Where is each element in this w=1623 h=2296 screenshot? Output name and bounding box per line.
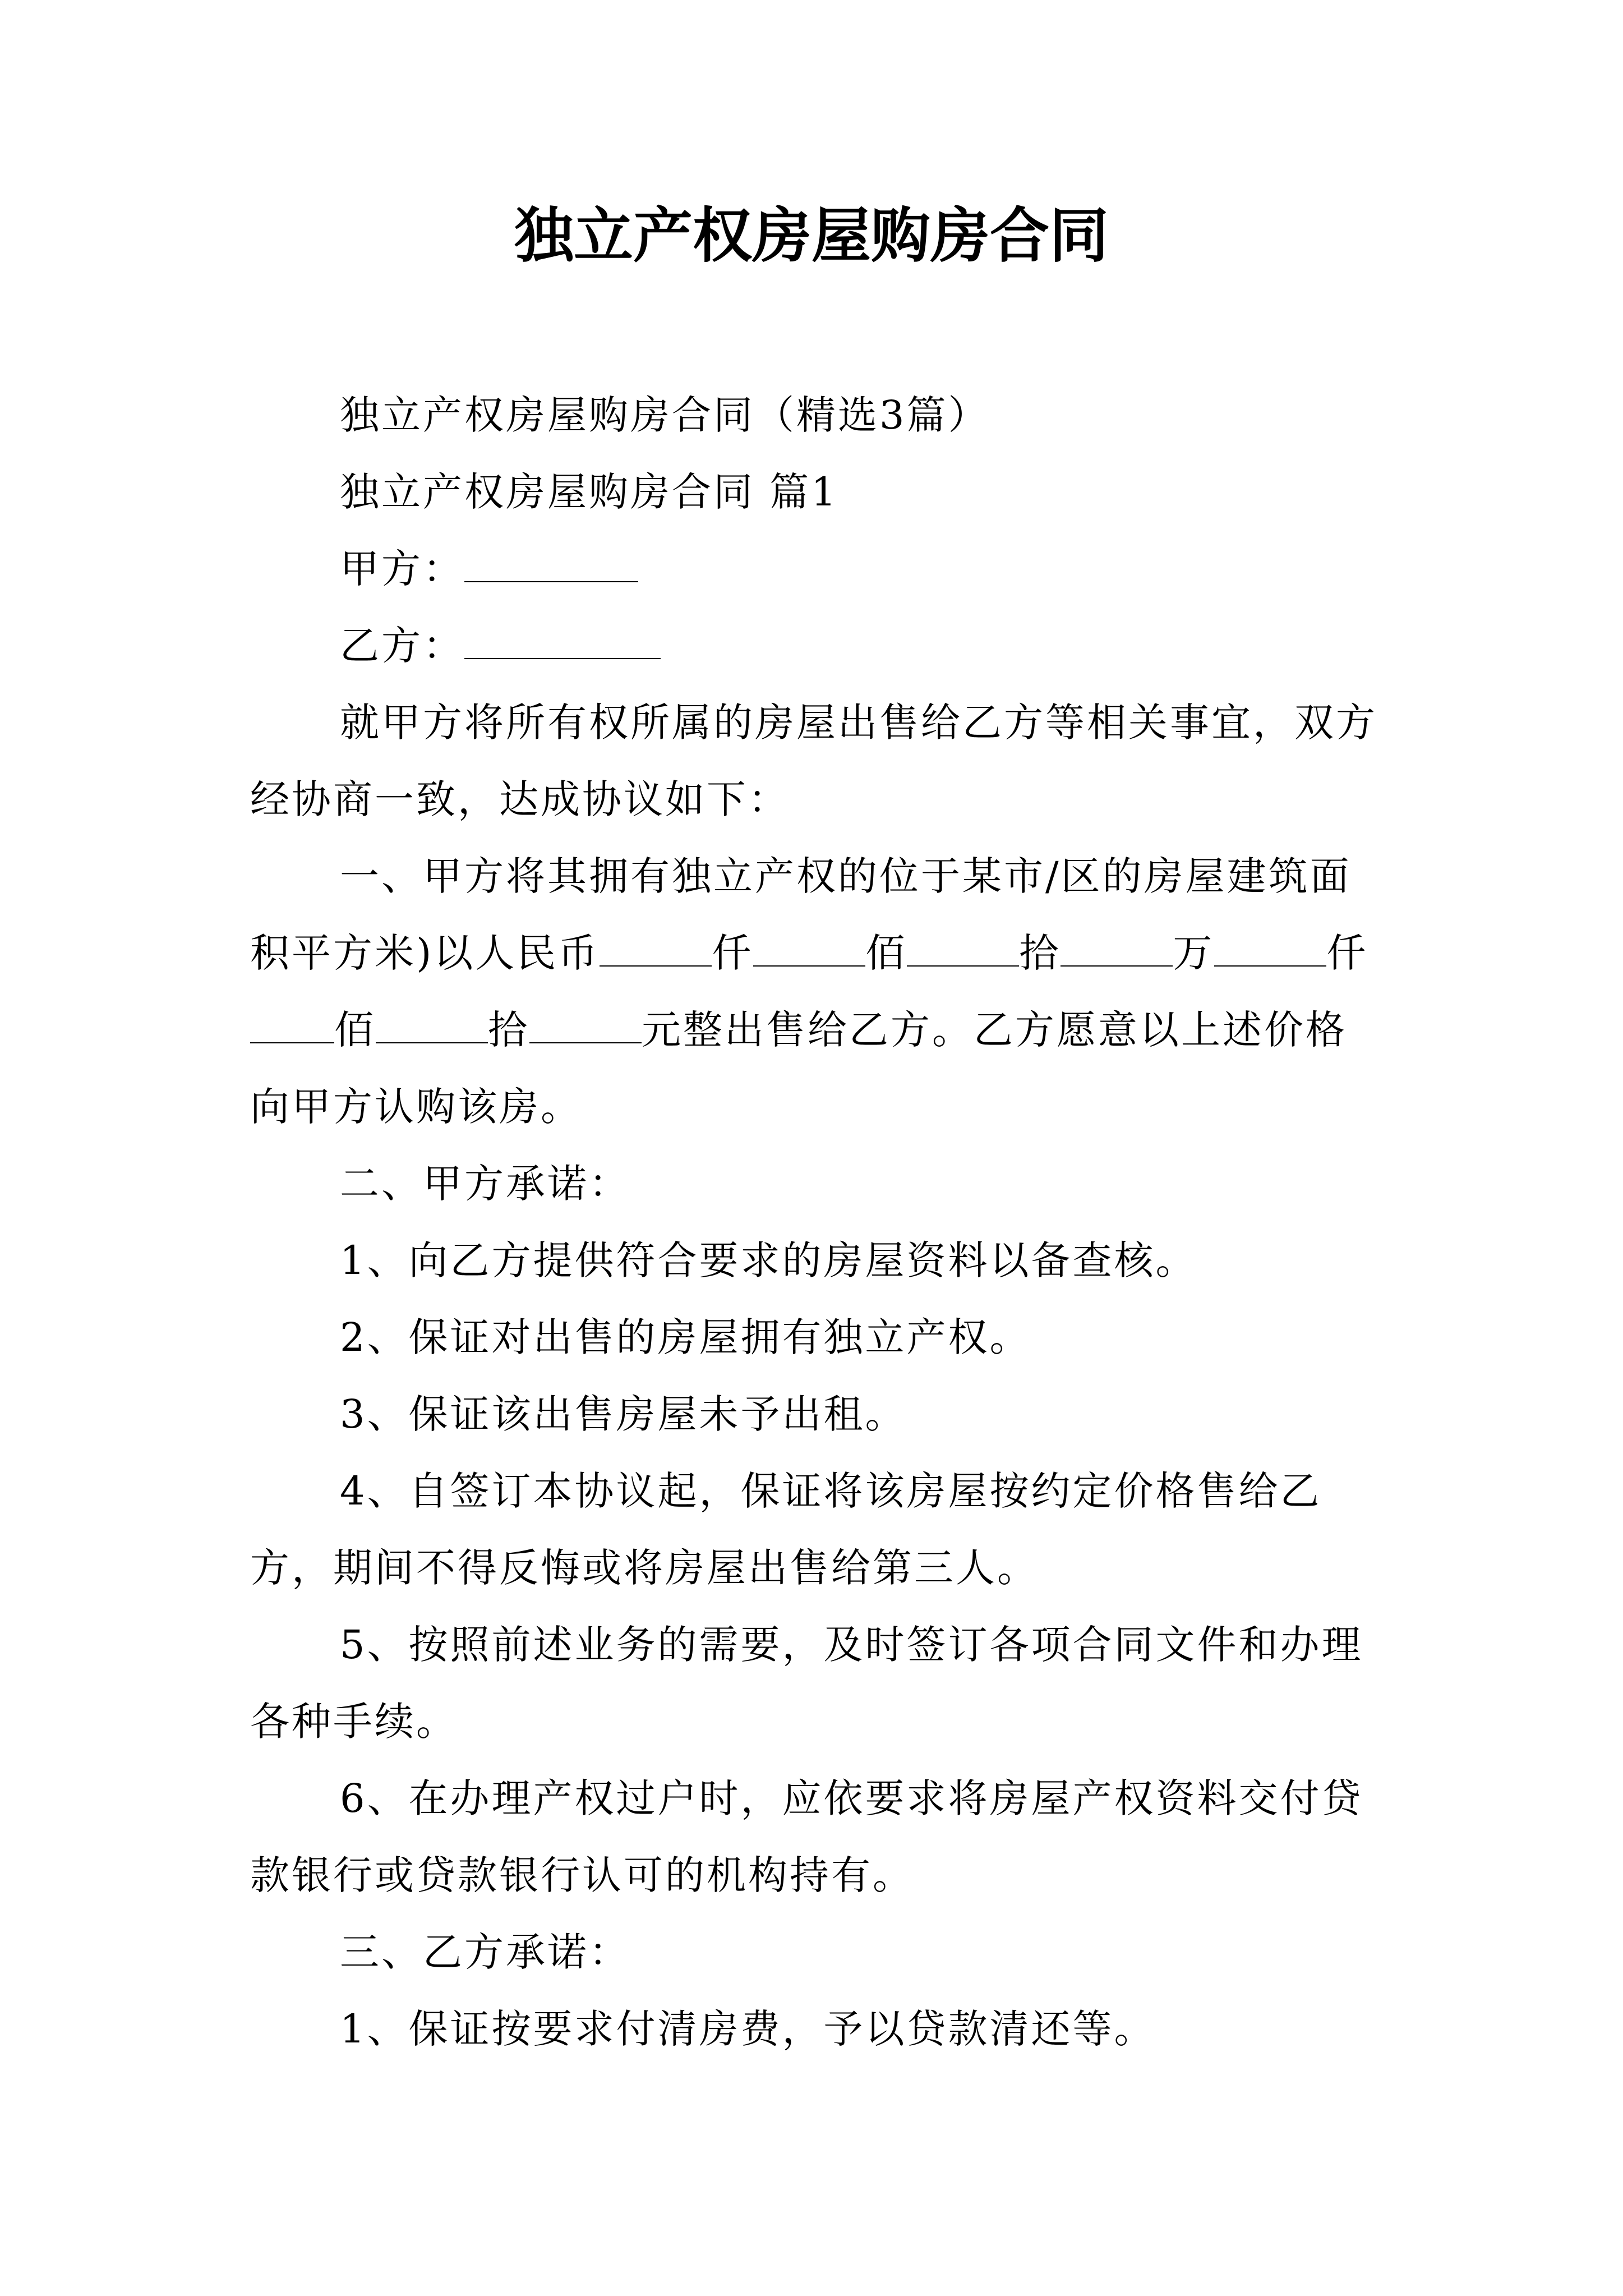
a-promise-item: 6、在办理产权过户时，应依要求将房屋产权资料交付贷款银行或贷款银行认可的机构持有。 [250,1775,1363,1898]
document-body [250,377,1382,2068]
party-a-blank [464,547,638,582]
party-b-line [250,608,1382,684]
price-blank [1061,932,1173,967]
price-blank [376,1009,488,1043]
price-blank [753,932,865,967]
document-title: 独立产权房屋购房合同 [514,200,1109,270]
intro-paragraph: 就甲方将所有权所属的房屋出售给乙方等相关事宜，双方经协商一致，达成协议如下： [250,700,1377,822]
party-a-label: 甲方： [340,546,464,592]
party-b-blank [464,624,661,659]
subtitle: 独立产权房屋购房合同（精选3篇） [340,392,990,438]
clause-2-heading: 二、甲方承诺： [340,1161,630,1207]
unit-label: 仟 [1326,930,1368,976]
price-blank [529,1009,642,1043]
unit-label: 佰 [865,930,907,976]
b-promise-item: 1、保证按要求付清房费，予以贷款清还等。 [340,2006,1156,2052]
clause-1-text-b: 元整出售给乙方。乙方愿意以上述价格向甲方认购该房。 [250,1007,1347,1130]
price-blank [907,932,1019,967]
a-promise-item: 2、保证对出售的房屋拥有独立产权。 [340,1314,1031,1360]
unit-label: 仟 [712,930,754,976]
price-blank [250,1009,334,1043]
price-blank [1214,932,1326,967]
a-promise-item: 1、向乙方提供符合要求的房屋资料以备查核。 [340,1237,1197,1283]
party-b-label: 乙方： [340,623,464,669]
unit-label: 拾 [488,1007,529,1053]
part-heading: 独立产权房屋购房合同 篇1 [340,469,838,515]
clause-1 [250,838,1382,1145]
a-promise-item: 4、自签订本协议起，保证将该房屋按约定价格售给乙方，期间不得反悔或将房屋出售给第三人。 [250,1468,1322,1591]
party-a-line [250,531,1382,608]
a-promise-item: 5、按照前述业务的需要，及时签订各项合同文件和办理各种手续。 [250,1622,1363,1745]
clause-1-text-a: 一、甲方将其拥有独立产权的位于某市/区的房屋建筑面积平方米)以人民币 [250,853,1352,976]
a-promise-item: 3、保证该出售房屋未予出租。 [340,1391,907,1437]
unit-label: 佰 [334,1007,376,1053]
clause-3-heading: 三、乙方承诺： [340,1929,630,1975]
unit-label: 拾 [1019,930,1061,976]
price-blank [600,932,712,967]
unit-label: 万 [1173,930,1215,976]
